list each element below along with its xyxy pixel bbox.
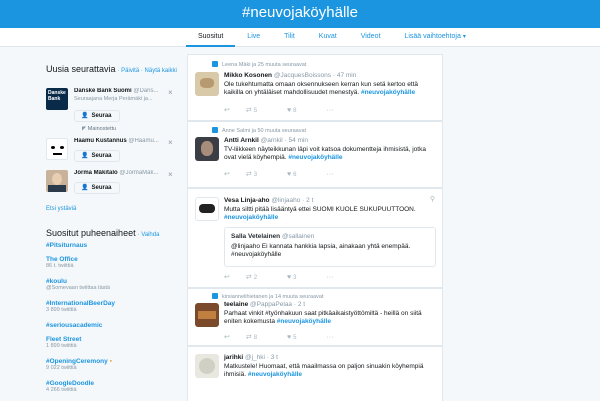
tweet-author-name[interactable]: Mikko Kosonen <box>224 72 273 79</box>
trend-item[interactable] <box>46 380 182 393</box>
tweet-header <box>224 72 356 79</box>
who-to-follow-title: Uusia seurattavia <box>46 64 116 74</box>
tweet-body: TV-liikkeen näyteikkunan läpi voit katsoa dokumentteja ihmisistä, jotka ovat vielä köyhempiä. <box>224 146 426 161</box>
trend-name: #koulu <box>46 278 67 285</box>
trends-title: Suositut puheenaiheet <box>46 228 136 238</box>
trend-count: @Somevaan twiittaa tästä <box>46 285 110 291</box>
reply-icon[interactable]: ↩ <box>224 334 230 341</box>
reply-icon[interactable]: ↩ <box>224 274 230 281</box>
tweet-author-name[interactable]: Antti Arnkil <box>224 137 259 144</box>
tweet-author-handle[interactable]: @linjaaho <box>271 197 301 204</box>
reply-icon[interactable]: ↩ <box>224 107 230 114</box>
avatar[interactable] <box>46 88 68 110</box>
avatar[interactable] <box>195 72 219 96</box>
tab-top[interactable]: Suositut <box>186 28 235 47</box>
trend-count: 3 899 twiittiä <box>46 307 77 313</box>
tweet-context <box>212 293 324 300</box>
view-all-link[interactable]: Näytä kaikki <box>144 68 177 74</box>
tweet-text <box>224 310 436 326</box>
trend-count: 9 022 twiittiä <box>46 365 77 371</box>
like-icon[interactable]: ♥ 6 <box>287 171 297 178</box>
trends-header: Suositut puheenaiheet · Vaihda <box>46 228 160 238</box>
avatar[interactable] <box>195 354 219 378</box>
avatar[interactable] <box>195 303 219 327</box>
suggestion-context: Seuraajana Merja Perämäki ja... <box>74 96 153 102</box>
tweet-context-text: kirsiannelihietanen ja 14 muuta seuraavat <box>222 294 324 300</box>
tweet-time[interactable]: · 54 min <box>284 137 309 144</box>
tweet-header <box>224 137 308 144</box>
tweet-author-handle[interactable]: @j_hki <box>244 354 265 361</box>
search-banner <box>0 0 600 28</box>
suggestion-handle: @Haamu... <box>128 138 159 144</box>
avatar-face <box>52 173 62 185</box>
tweet-header <box>224 354 278 361</box>
tab-more-options-label: Lisää vaihtoehtoja <box>404 33 461 40</box>
tweet-author-handle[interactable]: @JacquesBoissons <box>273 72 332 79</box>
dismiss-icon[interactable]: × <box>168 138 173 147</box>
quoted-hashtag: #neuvojaköyhälle <box>231 251 282 258</box>
trend-name: #seriousacademic <box>46 322 103 329</box>
tweet[interactable] <box>187 121 443 188</box>
tweet-header <box>224 301 305 308</box>
like-count: 8 <box>293 108 297 114</box>
trend-count: 1 899 twiittiä <box>46 343 77 349</box>
tweet[interactable] <box>187 54 443 121</box>
ghost-face-eye <box>60 146 64 149</box>
follow-context-icon <box>212 61 218 67</box>
tweet-time[interactable]: · 47 min <box>332 72 357 79</box>
tweet-time[interactable]: · 2 t <box>302 197 314 204</box>
find-friends-link[interactable]: Etsi ystäviä <box>46 206 77 212</box>
emoji-icon: ▪ <box>109 358 112 365</box>
hashtag-link[interactable]: #neuvojaköyhälle <box>224 214 279 221</box>
avatar-detail <box>199 358 215 374</box>
trend-name: Fleet Street <box>46 336 82 343</box>
tweet-context-text: Anne Salmi ja 50 muuta seuraavat <box>222 128 307 134</box>
tweet-text <box>224 146 436 162</box>
suggestion-name[interactable] <box>74 138 174 144</box>
like-count: 5 <box>293 335 297 341</box>
more-icon[interactable]: ··· <box>326 107 334 114</box>
avatar-mask <box>199 204 215 213</box>
tweet-actions <box>224 170 347 178</box>
page-title: #neuvojaköyhälle <box>242 4 358 21</box>
tab-live[interactable]: Live <box>247 33 261 40</box>
follow-user-icon: 👤 <box>81 153 89 159</box>
tweet-author-name[interactable]: jarihki <box>224 354 244 361</box>
tweet-author-name[interactable]: Vesa Linja-aho <box>224 197 270 204</box>
trend-count: 4 266 twiittiä <box>46 387 77 393</box>
promoted-label <box>82 126 116 132</box>
tweet[interactable] <box>187 188 443 288</box>
retweet-count: 3 <box>253 172 258 178</box>
suggestion-name[interactable] <box>74 170 174 176</box>
right-column <box>447 54 600 401</box>
tweet-actions <box>224 273 347 281</box>
hashtag-link[interactable]: #neuvojaköyhälle <box>276 318 331 325</box>
suggestion-handle: @Dans... <box>133 88 159 94</box>
hashtag-link[interactable]: #neuvojaköyhälle <box>247 371 303 378</box>
tweet-author-name[interactable]: teelaine <box>224 301 249 308</box>
avatar[interactable] <box>46 138 68 160</box>
tweet-time[interactable]: · 2 t <box>293 301 306 308</box>
suggestion-display-name: Danske Bank Suomi <box>74 88 132 94</box>
chevron-down-icon: ▾ <box>462 34 466 40</box>
trend-name: #Pitsiturnaus <box>46 242 88 249</box>
trend-item[interactable] <box>46 242 182 249</box>
suggestion-item <box>40 170 182 200</box>
tab-videos[interactable]: Videot <box>360 33 381 40</box>
trend-item[interactable] <box>46 336 182 349</box>
trend-name-text: #OpeningCeremony <box>46 358 108 365</box>
tweet-author-handle[interactable]: @PappaPelaa <box>250 301 293 308</box>
promoted-icon: ◤ <box>82 126 87 132</box>
trend-item[interactable] <box>46 256 182 269</box>
follow-user-icon: 👤 <box>81 113 89 119</box>
who-to-follow-header: Uusia seurattavia · Päivitä · Näytä kaikki <box>46 64 177 74</box>
avatar[interactable] <box>46 170 68 192</box>
retweet-icon[interactable]: ⇄ 2 <box>245 274 258 281</box>
tweet-context <box>212 61 306 68</box>
trend-count: 86 t. twiittiä <box>46 263 74 269</box>
follow-button-label: Seuraa <box>91 153 112 159</box>
tweet-author-handle[interactable]: @arnkil <box>260 137 283 144</box>
more-icon[interactable]: ··· <box>326 171 334 178</box>
trend-item[interactable] <box>46 358 182 371</box>
follow-context-icon <box>212 293 218 299</box>
danske-bank-logo: Danske Bank <box>48 90 66 102</box>
tweet-actions <box>224 333 347 341</box>
tweet-body: Mutta siltti pitää lisääntyä ettei SUOMI KUOLE SUKUPUUTTOON. <box>224 206 416 213</box>
avatar-face <box>201 141 213 156</box>
tweet-header <box>224 197 313 204</box>
retweet-count: 8 <box>253 335 258 341</box>
suggestion-handle: @JormaMak... <box>119 170 159 176</box>
ghost-face-mouth <box>53 153 62 155</box>
follow-button[interactable] <box>74 110 120 122</box>
location-icon[interactable]: ⚲ <box>429 196 435 203</box>
trend-item[interactable] <box>46 278 182 291</box>
quoted-tweet[interactable] <box>224 227 436 267</box>
retweet-icon[interactable]: ⇄ 5 <box>245 107 258 114</box>
tweet[interactable] <box>187 288 443 346</box>
like-icon[interactable]: ♥ 8 <box>287 107 297 114</box>
trend-name: The Office <box>46 256 78 263</box>
retweet-icon[interactable]: ⇄ 3 <box>245 171 258 178</box>
suggestion-name[interactable] <box>74 88 174 94</box>
trend-name: #InternationalBeerDay <box>46 300 115 307</box>
suggestion-item <box>40 138 182 168</box>
reply-icon[interactable]: ↩ <box>224 171 230 178</box>
avatar-shirt <box>48 185 66 192</box>
tweet-text <box>224 81 436 97</box>
like-count: 6 <box>293 172 297 178</box>
change-trends-link[interactable]: Vaihda <box>141 232 160 238</box>
ghost-face-icon <box>51 146 55 149</box>
quoted-tweet-text <box>231 243 431 259</box>
tweet-time[interactable]: · 3 t <box>266 354 278 361</box>
more-icon[interactable]: ··· <box>326 274 334 281</box>
tweet-text <box>224 363 436 379</box>
quoted-body: @linjaaho Ei kannata hankkia lapsia, ainakaan yhtä enempää. <box>231 243 411 250</box>
retweet-count: 5 <box>253 108 258 114</box>
quoted-tweet-header <box>231 233 314 240</box>
avatar[interactable] <box>195 137 219 161</box>
tab-photos[interactable]: Kuvat <box>318 33 337 40</box>
suggestion-display-name: Haamu Kustannus <box>74 138 127 144</box>
follow-context-icon <box>212 127 218 133</box>
retweet-icon[interactable]: ⇄ 8 <box>245 334 258 341</box>
follow-button[interactable] <box>74 150 120 162</box>
search-tabs <box>0 28 600 47</box>
hashtag-link[interactable]: #neuvojaköyhälle <box>360 89 416 96</box>
follow-user-icon: 👤 <box>81 185 89 191</box>
like-count: 3 <box>293 275 297 281</box>
more-icon[interactable]: ··· <box>326 334 334 341</box>
tweet-body: Ole tukehtumatta omaan oksennukseen kerran kun setä kertoo että kaikilla on yhtäläiset mahdollisuudet menestyä. <box>224 81 419 96</box>
tweet-text <box>224 206 436 222</box>
suggestion-display-name: Jorma Mäkitalo <box>74 170 118 176</box>
tweet-body: Matkustele! Huomaat, että maailmassa on paljon sinuakin köyhempiä ihmisiä. <box>224 363 424 378</box>
suggestion-item <box>40 88 182 136</box>
hashtag-link[interactable]: #neuvojaköyhälle <box>288 154 343 161</box>
trend-name <box>46 358 182 365</box>
avatar-face <box>200 78 214 88</box>
trend-item[interactable] <box>46 322 182 329</box>
tweet[interactable] <box>187 346 443 401</box>
dismiss-icon[interactable]: × <box>168 170 173 179</box>
dismiss-icon[interactable]: × <box>168 88 173 97</box>
retweet-count: 2 <box>253 275 258 281</box>
avatar-detail <box>198 311 216 319</box>
promoted-text: Mainostettu <box>87 126 117 132</box>
tweet-body: Parhaat vinkit #työnhakuun saat pitkäaikaistyöttömiltä - heillä on siitä eniten kokemusta <box>224 310 422 325</box>
trend-item[interactable] <box>46 300 182 313</box>
like-icon[interactable]: ♥ 3 <box>287 274 297 281</box>
tab-more-options[interactable] <box>392 28 477 47</box>
like-icon[interactable]: ♥ 5 <box>287 334 297 341</box>
refresh-link[interactable]: Päivitä <box>121 68 140 74</box>
quoted-author-handle: @sallainen <box>281 233 315 240</box>
tweet-context <box>212 127 306 134</box>
quoted-author-name: Salla Vetelainen <box>231 233 281 240</box>
avatar[interactable] <box>195 197 219 221</box>
follow-button-label: Seuraa <box>91 113 112 119</box>
tweet-actions <box>224 106 347 114</box>
trend-name: #GoogleDoodle <box>46 380 95 387</box>
tweet-context-text: Leena Mäki ja 25 muuta seuraavat <box>222 62 307 68</box>
follow-button[interactable] <box>74 182 120 194</box>
tab-accounts[interactable]: Tilit <box>284 33 295 40</box>
follow-button-label: Seuraa <box>91 185 112 191</box>
